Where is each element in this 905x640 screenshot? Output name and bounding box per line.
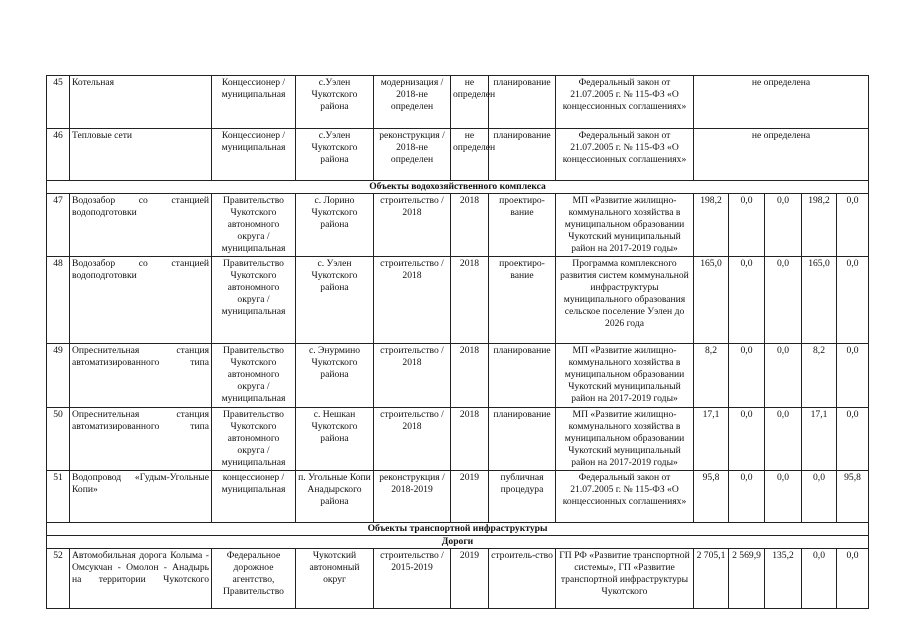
location: с. Лорино Чукотского района	[296, 194, 374, 257]
year: 2019	[451, 549, 489, 609]
section-header-row	[47, 523, 869, 536]
value-local: 8,2	[802, 344, 837, 408]
work-type: строительство / 2018	[374, 408, 451, 471]
responsible	[212, 194, 296, 257]
responsible: Концессионер / муниципальная	[212, 129, 296, 181]
work-type: реконструкция / 2018-2019	[374, 471, 451, 523]
object-name: Тепловые сети	[70, 129, 212, 181]
basis: МП «Развитие жилищно-коммунального хозяйства в муниципальном образовании Чукотский муниципальный район на 2017-2019 годы»	[556, 408, 694, 471]
subsection-header-row	[47, 536, 869, 549]
value-other: 95,8	[837, 471, 869, 523]
year: не определен	[451, 76, 489, 129]
row-number: 49	[47, 344, 70, 408]
table-row	[47, 129, 869, 181]
year: 2018	[451, 408, 489, 471]
location: с.Уэлен Чукотского района	[296, 76, 374, 129]
responsible-text: Правительство Чукотского автономного округа / муниципальная	[221, 409, 286, 468]
value-regional: 0,0	[765, 471, 802, 523]
basis: МП «Развитие жилищно-коммунального хозяйства в муниципальном образовании Чукотский муниципальный район на 2017-2019 годы»	[556, 194, 694, 257]
object-name: Водозабор со станцией водоподготовки	[70, 194, 212, 257]
year: 2018	[451, 257, 489, 344]
section-title-water: Объекты водохозяйственного комплекса	[47, 181, 869, 194]
value-federal: 2 569,9	[729, 549, 765, 609]
value-total: 198,2	[694, 194, 729, 257]
value-federal: 0,0	[729, 257, 765, 344]
value-local: 0,0	[802, 549, 837, 609]
work-type: строительство / 2015-2019	[374, 549, 451, 609]
object-name: Водопровод «Гудым-Угольные Копи»	[70, 471, 212, 523]
document-page	[46, 75, 868, 597]
object-name: Опреснительная станция автоматизированного типа	[70, 344, 212, 408]
value-local: 165,0	[802, 257, 837, 344]
section-header-row	[47, 181, 869, 194]
stage: планирование	[489, 344, 556, 408]
funding-merged: не определена	[694, 129, 869, 181]
stage: строитель-ство	[489, 549, 556, 609]
responsible-text: Правительство Чукотского автономного округа / муниципальная	[221, 345, 286, 404]
row-number: 45	[47, 76, 70, 129]
object-name: Автомобильная дорога Колыма - Омсукчан - Омолон - Анадырь на территории Чукотского	[70, 549, 212, 609]
work-type: модернизация / 2018-не определен	[374, 76, 451, 129]
value-other: 0,0	[837, 408, 869, 471]
object-name: Водозабор со станцией водоподготовки	[70, 257, 212, 344]
value-federal: 0,0	[729, 344, 765, 408]
row-number: 48	[47, 257, 70, 344]
section-title-roads: Дороги	[47, 536, 869, 549]
value-federal: 0,0	[729, 194, 765, 257]
value-other: 0,0	[837, 194, 869, 257]
value-local: 17,1	[802, 408, 837, 471]
responsible-text: Правительство Чукотского автономного округа / муниципальная	[221, 195, 286, 254]
basis: Программа комплексного развития систем коммунальной инфраструктуры муниципального образования сельское поселение Уэлен до 2026 года	[556, 257, 694, 344]
location: с. Уэлен Чукотского района	[296, 257, 374, 344]
responsible	[212, 408, 296, 471]
year: 2018	[451, 344, 489, 408]
stage: планирование	[489, 129, 556, 181]
value-local: 198,2	[802, 194, 837, 257]
work-type: строительство / 2018	[374, 344, 451, 408]
basis: Федеральный закон от 21.07.2005 г. № 115-ФЗ «О концессионных соглашениях»	[556, 471, 694, 523]
table-row	[47, 344, 869, 408]
row-number: 47	[47, 194, 70, 257]
value-total: 17,1	[694, 408, 729, 471]
section-title-transport: Объекты транспортной инфраструктуры	[47, 523, 869, 536]
value-regional: 0,0	[765, 408, 802, 471]
location: с. Энурмино Чукотского района	[296, 344, 374, 408]
stage: планирование	[489, 76, 556, 129]
responsible: Федеральное дорожное агентство, Правительство	[212, 549, 296, 609]
value-federal: 0,0	[729, 408, 765, 471]
responsible: концессионер / муниципальная	[212, 471, 296, 523]
stage: планирование	[489, 408, 556, 471]
location: Чукотский автономный округ	[296, 549, 374, 609]
investment-objects-table	[46, 75, 869, 609]
year: не определен	[451, 129, 489, 181]
value-regional: 135,2	[765, 549, 802, 609]
stage: проектиро-вание	[489, 194, 556, 257]
basis: Федеральный закон от 21.07.2005 г. № 115-ФЗ «О концессионных соглашениях»	[556, 76, 694, 129]
table-row	[47, 257, 869, 344]
object-name: Опреснительная станция автоматизированного типа	[70, 408, 212, 471]
stage: публичная процедура	[489, 471, 556, 523]
work-type: реконструкция / 2018-не определен	[374, 129, 451, 181]
table-row	[47, 471, 869, 523]
responsible	[212, 344, 296, 408]
value-local: 0,0	[802, 471, 837, 523]
responsible: Концессионер / муниципальная	[212, 76, 296, 129]
value-total: 2 705,1	[694, 549, 729, 609]
value-total: 95,8	[694, 471, 729, 523]
basis: ГП РФ «Развитие транспортной системы», ГП «Развитие транспортной инфраструктуры Чукотского	[556, 549, 694, 609]
value-regional: 0,0	[765, 257, 802, 344]
stage: проектиро-вание	[489, 257, 556, 344]
location: с. Нешкан Чукотского района	[296, 408, 374, 471]
year: 2019	[451, 471, 489, 523]
work-type: строительство / 2018	[374, 194, 451, 257]
value-regional: 0,0	[765, 194, 802, 257]
table-row	[47, 76, 869, 129]
row-number: 46	[47, 129, 70, 181]
table-row	[47, 408, 869, 471]
basis: Федеральный закон от 21.07.2005 г. № 115-ФЗ «О концессионных соглашениях»	[556, 129, 694, 181]
object-name: Котельная	[70, 76, 212, 129]
row-number: 50	[47, 408, 70, 471]
value-regional: 0,0	[765, 344, 802, 408]
value-total: 165,0	[694, 257, 729, 344]
responsible: Правительство Чукотского автономного округа / муниципальная	[212, 257, 296, 344]
location: п. Угольные Копи Анадырского района	[296, 471, 374, 523]
funding-merged: не определена	[694, 76, 869, 129]
value-total: 8,2	[694, 344, 729, 408]
work-type: строительство / 2018	[374, 257, 451, 344]
value-other: 0,0	[837, 344, 869, 408]
year: 2018	[451, 194, 489, 257]
row-number: 52	[47, 549, 70, 609]
value-other: 0,0	[837, 549, 869, 609]
table-row	[47, 194, 869, 257]
row-number: 51	[47, 471, 70, 523]
basis: МП «Развитие жилищно-коммунального хозяйства в муниципальном образовании Чукотский муниципальный район на 2017-2019 годы»	[556, 344, 694, 408]
table-row	[47, 549, 869, 609]
value-other: 0,0	[837, 257, 869, 344]
location: с.Уэлен Чукотского района	[296, 129, 374, 181]
value-federal: 0,0	[729, 471, 765, 523]
